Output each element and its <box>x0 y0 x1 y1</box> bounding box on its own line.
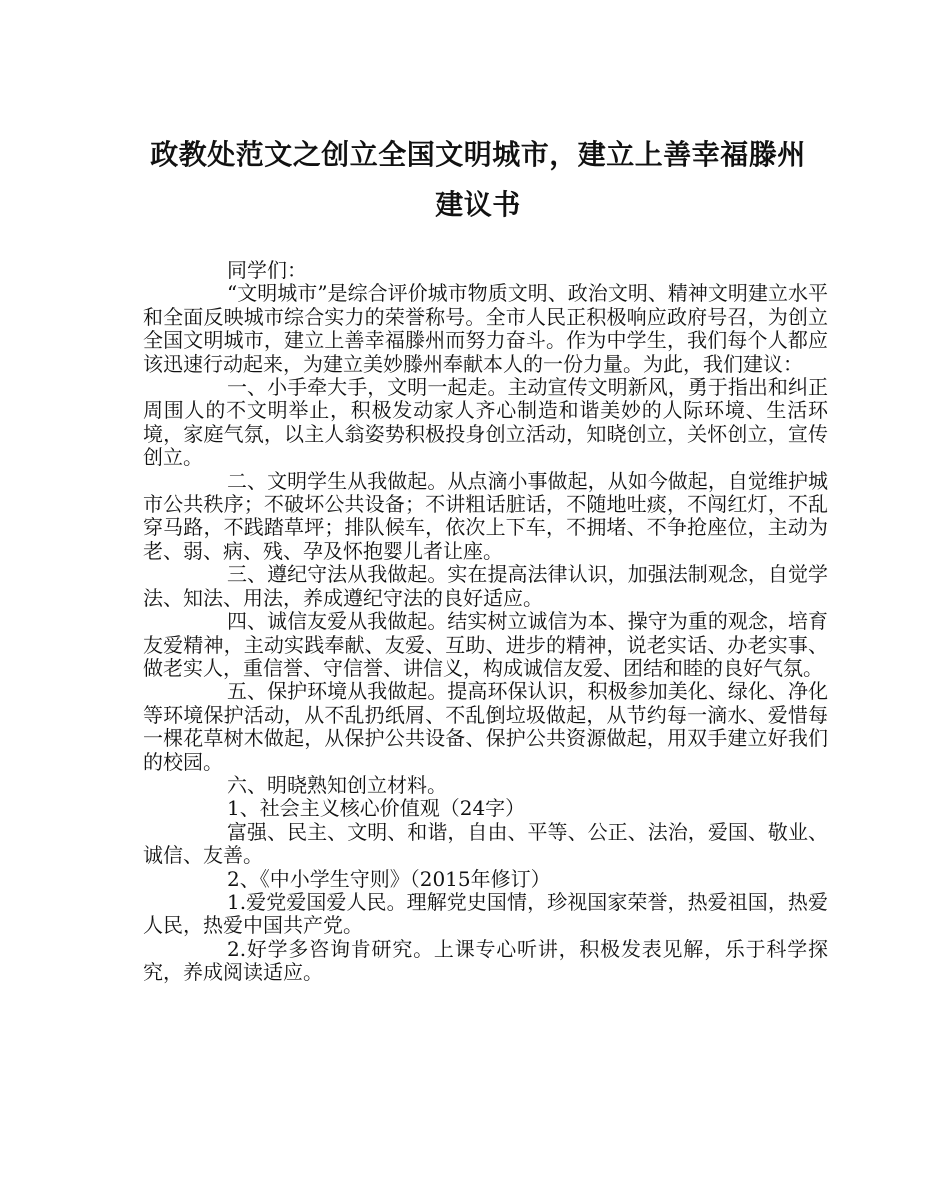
suggestion-1: 一、小手牵大手，文明一起走。主动宣传文明新风，勇于指出和纠正周围人的不文明举止，积极发动家人齐心制造和谐美妙的人际环境、生活环境，家庭气氛，以主人翁姿势积极投身创立活动，知晓创立，关怀创立，宣传创立。 <box>143 375 828 470</box>
suggestion-3: 三、遵纪守法从我做起。实在提高法律认识，加强法制观念，自觉学法、知法、用法，养成遵纪守法的良好适应。 <box>143 562 828 610</box>
student-code-heading: 2、《中小学生守则》（2015年修订） <box>227 866 551 891</box>
suggestion-2: 二、文明学生从我做起。从点滴小事做起，从如今做起，自觉维护城市公共秩序；不破坏公共设备；不讲粗话脏话，不随地吐痰，不闯红灯，不乱穿马路，不践踏草坪；排队候车，依次上下车，不拥堵、不争抢座位，主动为老、弱、病、残、孕及怀抱婴儿者让座。 <box>143 468 828 563</box>
intro-paragraph: “文明城市”是综合评价城市物质文明、政治文明、精神文明建立水平和全面反映城市综合实力的荣誉称号。全市人民正积极响应政府号召，为创立全国文明城市，建立上善幸福滕州而努力奋斗。作为中学生，我们每个人都应该迅速行动起来，为建立美妙滕州奉献本人的一份力量。为此，我们建议： <box>143 281 828 376</box>
suggestion-6: 六、明晓熟知创立材料。 <box>227 772 447 797</box>
core-values-text: 富强、民主、文明、和谐，自由、平等、公正、法治，爱国、敬业、诚信、友善。 <box>143 819 828 868</box>
core-values-heading: 1、社会主义核心价值观（24字） <box>227 796 526 821</box>
suggestion-5: 五、保护环境从我做起。提高环保认识，积极参加美化、绿化、净化等环境保护活动，从不乱扔纸屑、不乱倒垃圾做起，从节约每一滴水、爱惜每一棵花草树木做起，从保护公共设备、保护公共资源做起，用双手建立好我们的校园。 <box>143 679 828 774</box>
student-code-item-1: 1.爱党爱国爱人民。理解党史国情，珍视国家荣誉，热爱祖国，热爱人民，热爱中国共产党。 <box>143 889 828 938</box>
document-title: 政教处范文之创立全国文明城市，建立上善幸福滕州建议书 <box>150 138 806 221</box>
salutation: 同学们： <box>227 258 307 282</box>
suggestion-4: 四、诚信友爱从我做起。结实树立诚信为本、操守为重的观念，培育友爱精神，主动实践奉献、友爱、互助、进步的精神，说老实话、办老实事、做老实人，重信誉、守信誉、讲信义，构成诚信友爱、团结和睦的良好气氛。 <box>143 609 828 680</box>
student-code-item-2: 2.好学多咨询肯研究。上课专心听讲，积极发表见解，乐于科学探究，养成阅读适应。 <box>143 936 828 985</box>
document-body <box>143 259 828 985</box>
